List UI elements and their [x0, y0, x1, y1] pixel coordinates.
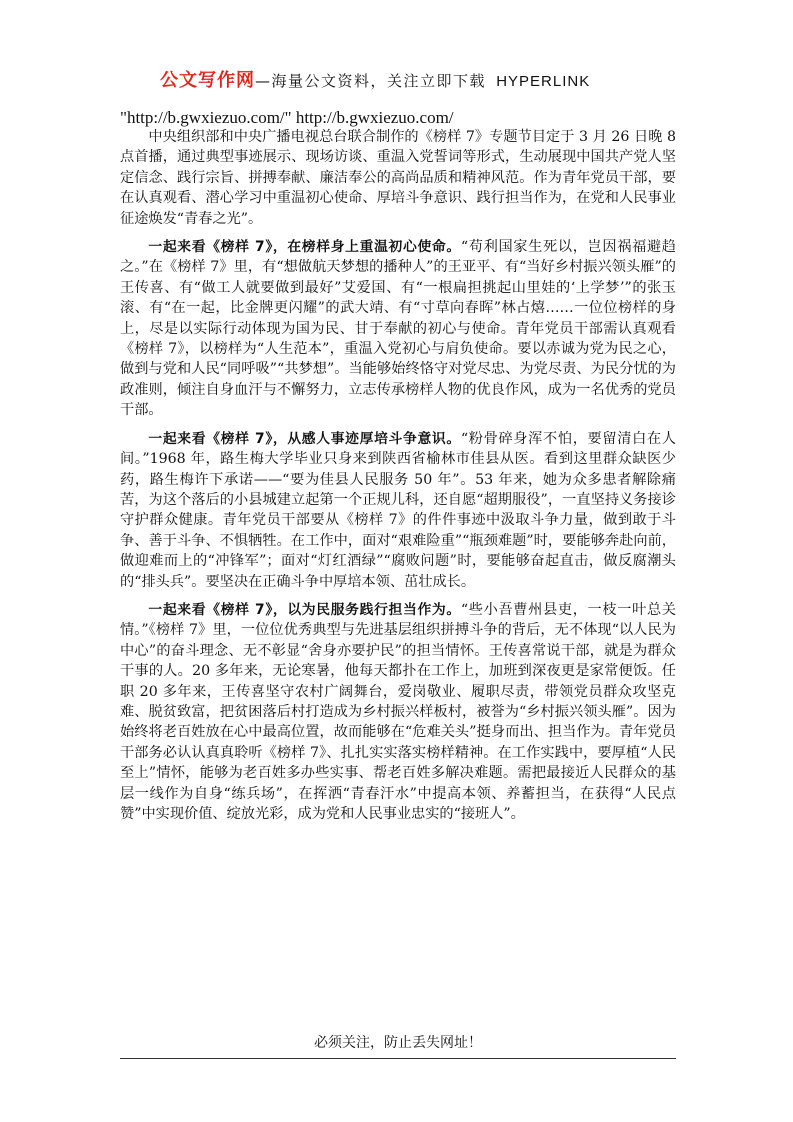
site-header: [160, 66, 680, 92]
section-paragraph: [120, 429, 676, 592]
site-brand[interactable]: 公文写作网: [160, 70, 255, 91]
hyperlink-field-code: HYPERLINK: [496, 73, 591, 90]
paragraph-text: 中央组织部和中央广播电视总台联合制作的《榜样 7》专题节目定于 3 月 26 日晚 8 点首播，通过典型事迹展示、现场访谈、重温入党誓词等形式，生动展现中国共产党人坚定信念、践行宗旨、拼搏奉献、廉洁奉公的高尚品质和精神风范。作为青年党员干部，要在认真观看、潜心学习中重温初心使命、厚培斗争意识、践行担当作为，在党和人民事业征途焕发“青春之光”。: [120, 129, 676, 227]
page-footer: 必须关注，防止丢失网址！: [314, 1035, 482, 1051]
section-lead: 一起来看《榜样 7》，在榜样身上重温初心使命。: [148, 239, 461, 256]
intro-paragraph: [120, 127, 676, 229]
site-url-link[interactable]: http://b.gwxiezuo.com/: [295, 108, 454, 127]
article-body: [120, 127, 676, 832]
section-lead: 一起来看《榜样 7》，从感人事迹厚培斗争意识。: [148, 430, 461, 447]
footer-divider: [120, 1058, 676, 1059]
paragraph-text: “苟利国家生死以，岂因祸福避趋之。”在《榜样 7》里，有“想做航天梦想的播种人”的王亚平、有“当好乡村振兴领头雁”的王传喜、有“做工人就要做到最好”艾爱国、有“一根扁担挑起山里娃的‘上学梦’”的张玉滚、有“在一起，比金牌更闪耀”的武大靖、有“寸草向春晖”林占熺……一位位榜样的身上，尽是以实际行动体现为国为民、甘于奉献的初心与使命。青年党员干部需认真观看《榜样 7》，以榜样为“人生范本”，重温入党初心与肩负使命。要以赤诚为党为民之心，做到与党和人民“同呼吸”“共梦想”。当能够始终恪守对党尽忠、为党尽责、为民分忧的为政准则，倾注自身血汗与不懈努力，立志传承榜样人物的优良作风，成为一名优秀的党员干部。: [120, 239, 676, 419]
site-tagline: —海量公文资料，关注立即下载: [255, 72, 487, 90]
section-lead: 一起来看《榜样 7》，以为民服务践行担当作为。: [148, 601, 461, 618]
site-url-line: [120, 108, 454, 128]
section-paragraph: [120, 600, 676, 824]
paragraph-text: “些小吾曹州县吏，一枝一叶总关情。”《榜样 7》里，一位位优秀典型与先进基层组织拼搏斗争的背后，无不体现“以人民为中心”的奋斗理念、无不彰显“舍身亦要护民”的担当情怀。王传喜常说干部，就是为群众干事的人。20 多年来，无论寒暑，他每天都扑在工作上，加班到深夜更是家常便饭。任职 20 多年来，王传喜坚守农村广阔舞台，爱岗敬业、履职尽责，带领党员群众攻坚克难、脱贫致富，把贫困落后村打造成为乡村振兴样板村，被誉为“乡村振兴领头雁”。因为始终将老百姓放在心中最高位置，故而能够在“危难关头”挺身而出、担当作为。青年党员干部务必认认真真聆听《榜样 7》、扎扎实实落实榜样精神。在工作实践中，要厚植“人民至上”情怀，能够为老百姓多办些实事、帮老百姓多解决难题。需把最接近人民群众的基层一线作为自身“练兵场”，在挥洒“青春汗水”中提高本领、养蓄担当，在获得“人民点赞”中实现价值、绽放光彩，成为党和人民事业忠实的“接班人”。: [120, 601, 676, 822]
paragraph-text: “粉骨碎身浑不怕，要留清白在人间。”1968 年，路生梅大学毕业只身来到陕西省榆林市佳县从医。看到这里群众缺医少药，路生梅许下承诺——“要为佳县人民服务 50 年”。53 年来，她为众多患者解除痛苦，为这个落后的小县城建立起第一个正规儿科，还自愿“超期服役”，一直坚持义务接诊守护群众健康。青年党员干部要从《榜样 7》的件件事迹中汲取斗争力量，做到敢于斗争、善于斗争、不惧牺牲。在工作中，面对“艰难险重”“瓶颈难题”时，要能够奔赴向前，做迎难而上的“冲锋军”；面对“灯红酒绿”“腐败问题”时，要能够奋起直击，做反腐潮头的“排头兵”。要坚决在正确斗争中厚培本领、茁壮成长。: [120, 430, 676, 590]
section-paragraph: [120, 237, 676, 421]
site-url-quoted: "http://b.gwxiezuo.com/": [120, 108, 292, 127]
